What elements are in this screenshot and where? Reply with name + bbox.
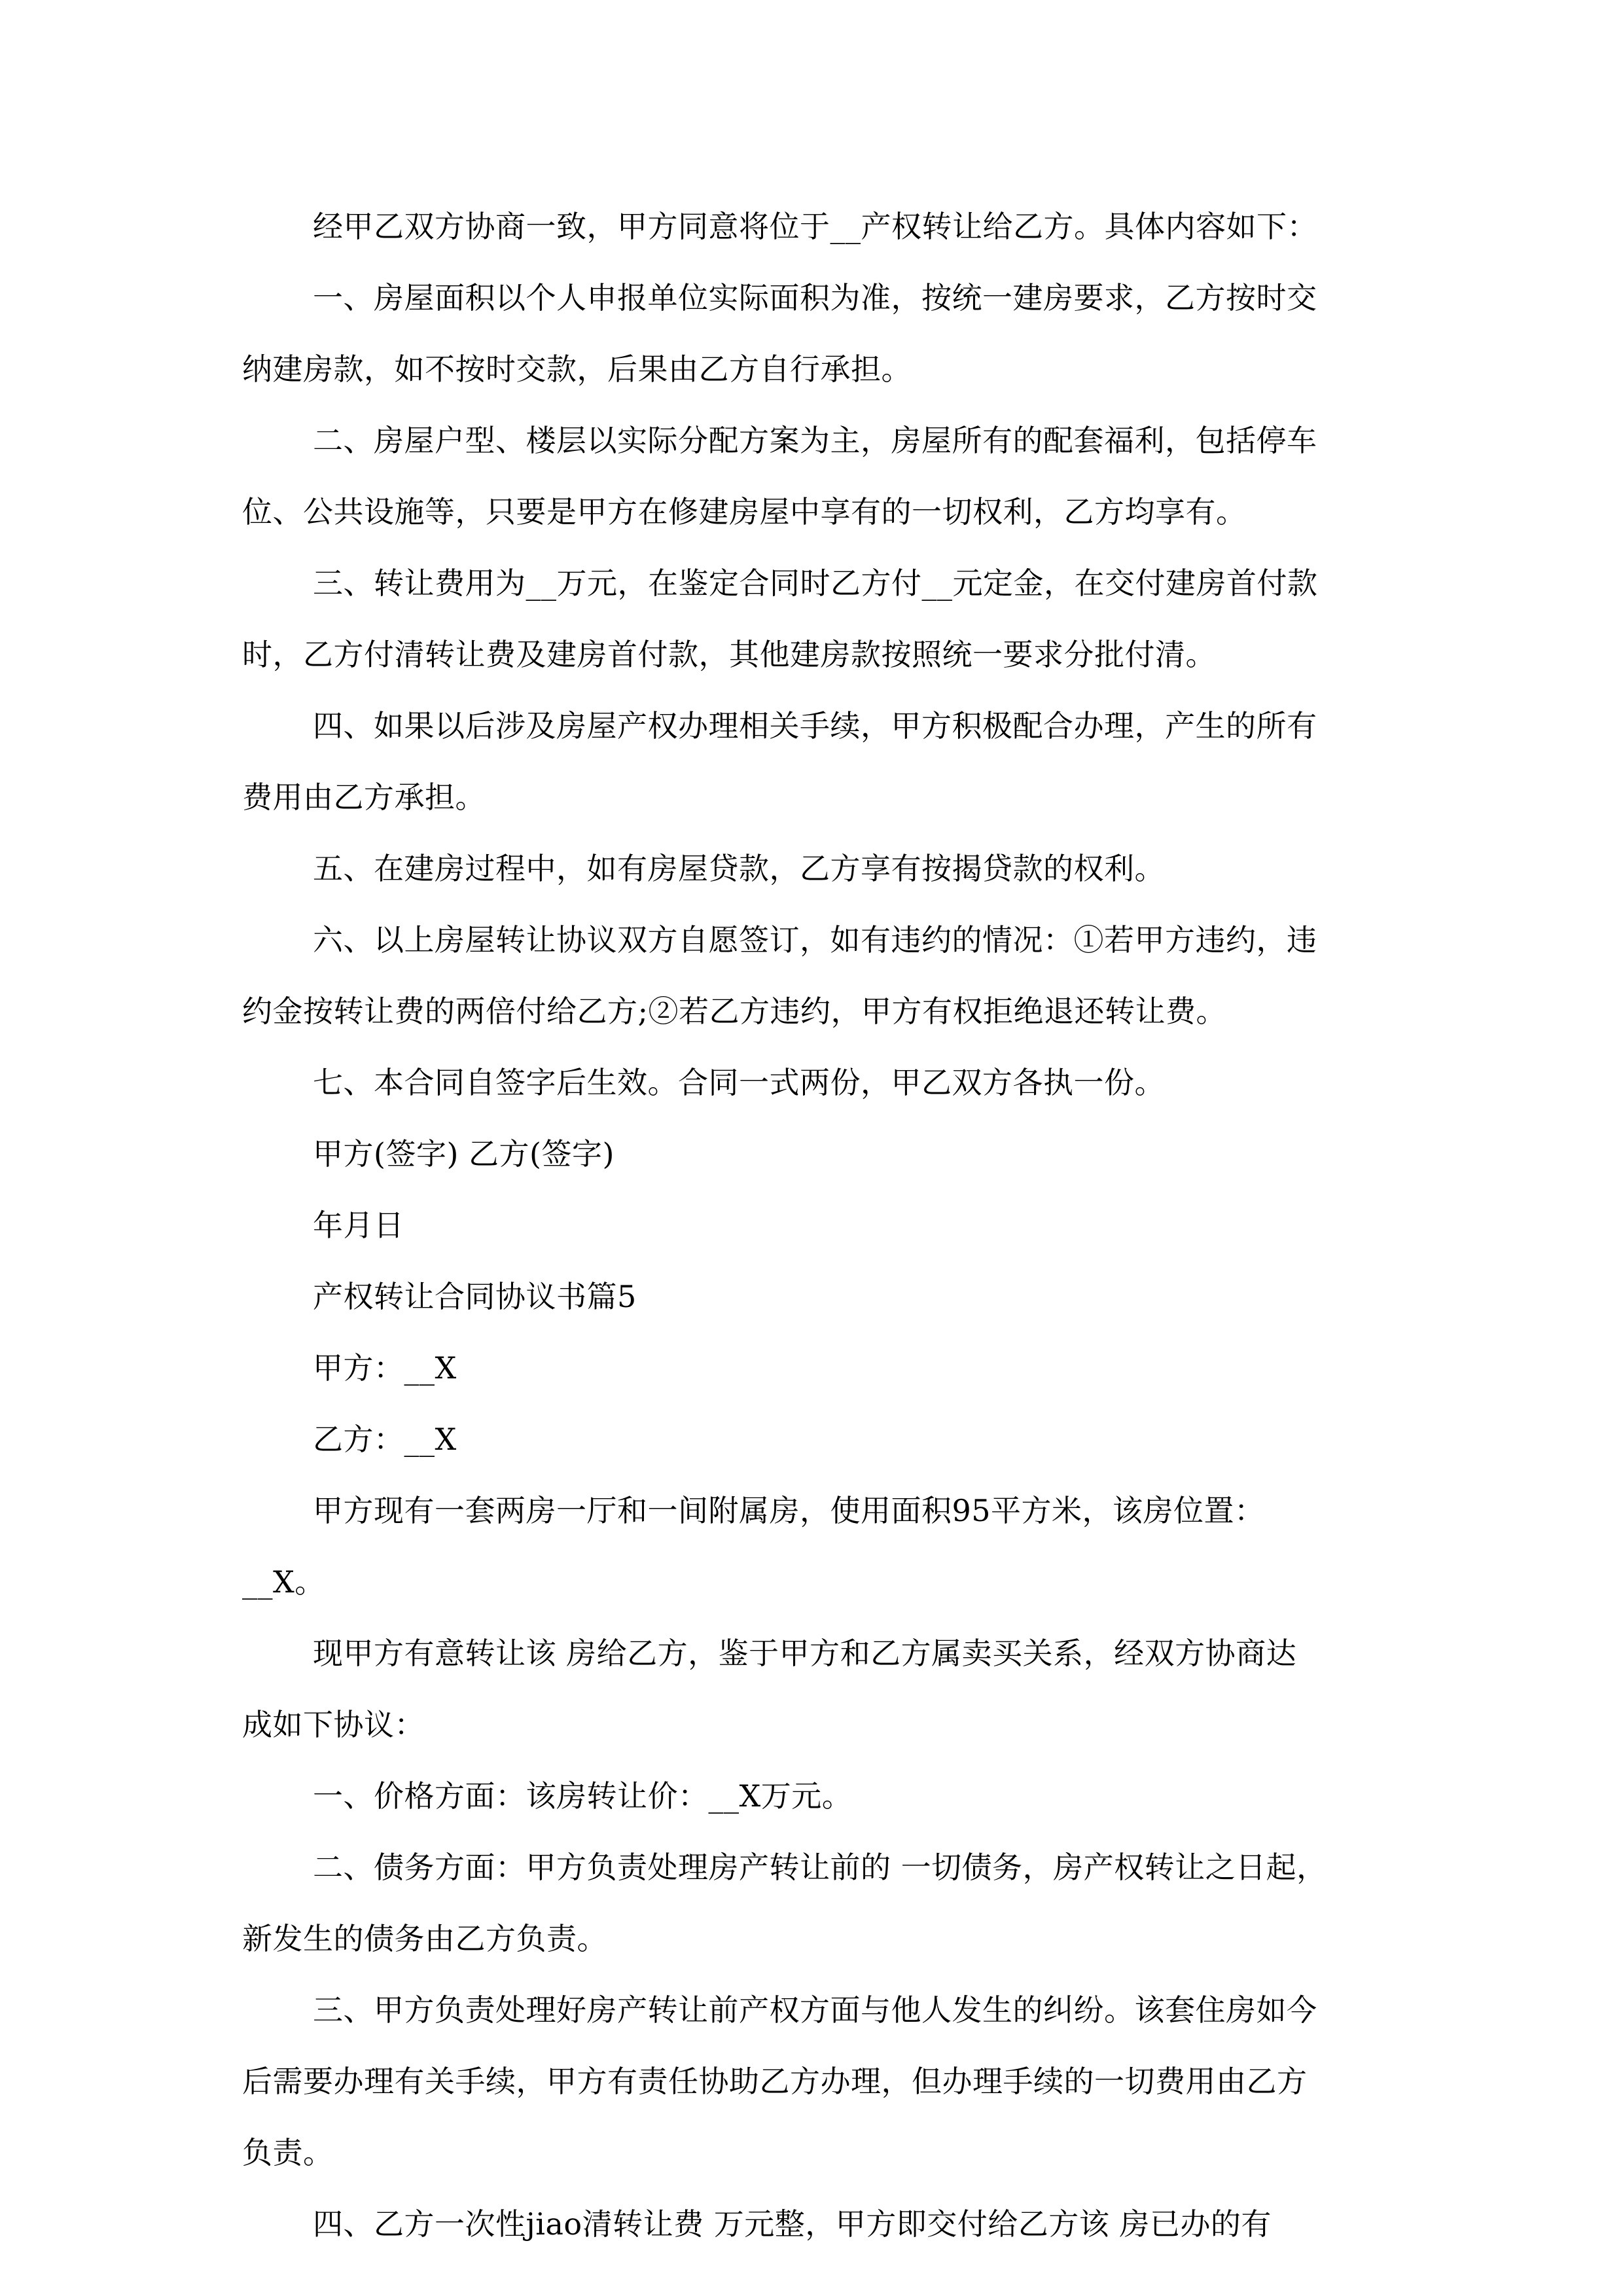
debt-clause-line-2: 新发生的债务由乙方负责。: [242, 1921, 607, 1956]
clause-2-line-2: 位、公共设施等，只要是甲方在修建房屋中享有的一切权利，乙方均享有。: [242, 494, 1247, 529]
property-line-1: 甲方现有一套两房一厅和一间附属房，使用面积95平方米，该房位置：: [313, 1493, 1265, 1528]
clause-6-line-1: 六、以上房屋转让协议双方自愿签订，如有违约的情况：①若甲方违约，违: [313, 922, 1317, 958]
party-a: 甲方：__X: [313, 1350, 457, 1386]
dispute-clause-line-3: 负责。: [242, 2135, 334, 2170]
clause-1-line-1: 一、房屋面积以个人申报单位实际面积为准，按统一建房要求，乙方按时交: [313, 280, 1317, 315]
party-b: 乙方：__X: [313, 1422, 457, 1457]
clause-1-line-2: 纳建房款，如不按时交款，后果由乙方自行承担。: [242, 351, 912, 387]
clause-3-line-2: 时，乙方付清转让费及建房首付款，其他建房款按照统一要求分批付清。: [242, 637, 1216, 672]
paragraph-intro: 经甲乙双方协商一致，甲方同意将位于__产权转让给乙方。具体内容如下：: [313, 209, 1317, 244]
document-body: [242, 191, 1381, 2260]
price-clause: 一、价格方面：该房转让价：__X万元。: [313, 1778, 853, 1814]
section-title: 产权转让合同协议书篇5: [313, 1279, 637, 1314]
date-line: 年月日: [313, 1208, 404, 1243]
clause-4-line-2: 费用由乙方承担。: [242, 780, 486, 815]
dispute-clause-line-2: 后需要办理有关手续，甲方有责任协助乙方办理，但办理手续的一切费用由乙方: [242, 2064, 1308, 2099]
payment-clause-line-1: 四、乙方一次性jiao清转让费 万元整，甲方即交付给乙方该 房已办的有: [313, 2206, 1272, 2242]
property-line-2: __X。: [242, 1564, 325, 1600]
clause-6-line-2: 约金按转让费的两倍付给乙方;②若乙方违约，甲方有权拒绝退还转让费。: [242, 994, 1226, 1029]
clause-2-line-1: 二、房屋户型、楼层以实际分配方案为主，房屋所有的配套福利，包括停车: [313, 423, 1317, 458]
clause-5: 五、在建房过程中，如有房屋贷款，乙方享有按揭贷款的权利。: [313, 851, 1165, 886]
debt-clause-line-1: 二、债务方面：甲方负责处理房产转让前的 一切债务，房产权转让之日起，: [313, 1850, 1327, 1885]
clause-7: 七、本合同自签字后生效。合同一式两份，甲乙双方各执一份。: [313, 1065, 1165, 1100]
intent-line-2: 成如下协议：: [242, 1707, 425, 1742]
signature-line: 甲方(签字) 乙方(签字): [313, 1136, 615, 1172]
intent-line-1: 现甲方有意转让该 房给乙方，鉴于甲方和乙方属卖买关系，经双方协商达: [313, 1636, 1297, 1671]
clause-4-line-1: 四、如果以后涉及房屋产权办理相关手续，甲方积极配合办理，产生的所有: [313, 708, 1317, 744]
dispute-clause-line-1: 三、甲方负责处理好房产转让前产权方面与他人发生的纠纷。该套住房如今: [313, 1992, 1317, 2028]
clause-3-line-1: 三、转让费用为__万元，在鉴定合同时乙方付__元定金，在交付建房首付款: [313, 565, 1318, 601]
